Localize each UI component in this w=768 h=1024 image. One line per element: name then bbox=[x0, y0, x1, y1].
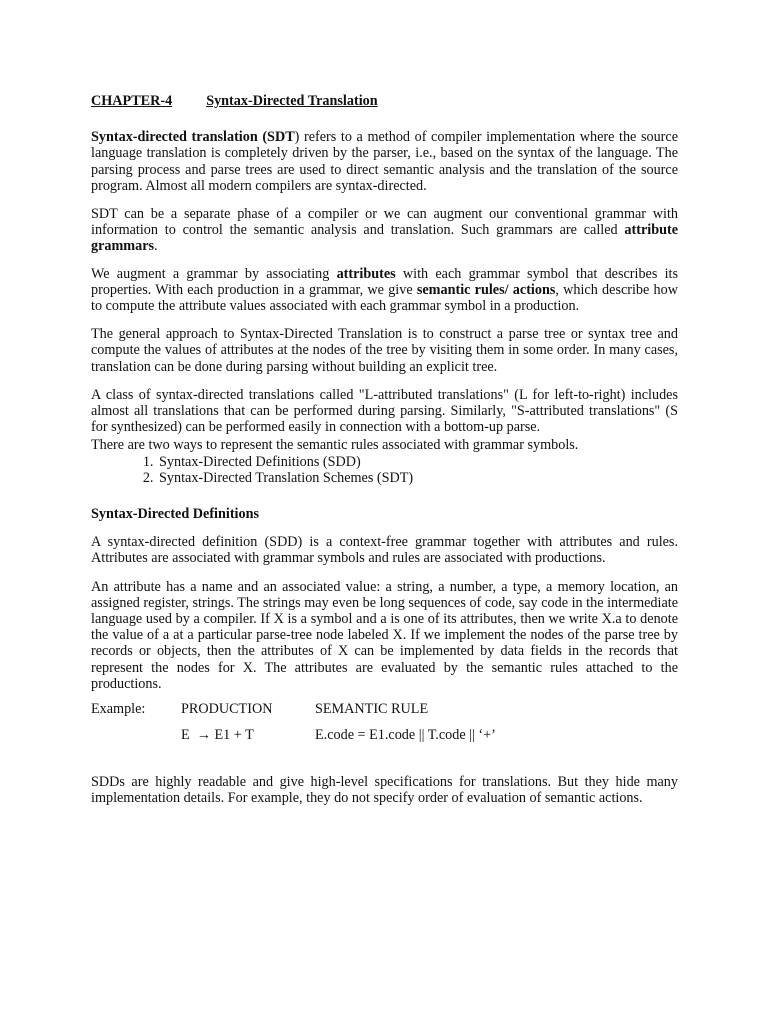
semantic-rules-term: semantic rules/ actions bbox=[416, 281, 556, 298]
paragraph-two-ways: There are two ways to represent the semantic rules associated with grammar symbols. bbox=[91, 437, 579, 454]
example-table bbox=[91, 701, 678, 743]
document-page bbox=[91, 93, 678, 806]
paragraph-text: with each grammar symbol that describes its properties. With each production in a grammar, we give bbox=[91, 265, 678, 298]
paragraph-attribute-description: An attribute has a name and an associated value: a string, a number, a type, a memory location, an assigned register, strings. The strings may even be long sequences of code, say code in the intermediate language used by a compiler. If X is a symbol and a is one of its attributes, then we write X.a to denote the value of a at a particular parse-tree node labeled X. If we implement the nodes of the parse tree by records or objects, then the attributes of X can be implemented by data fields in the records that represent the nodes for X. The attributes are evaluated by the semantic rules attached to the productions. bbox=[91, 578, 678, 692]
attribute-grammars-term: attribute grammars bbox=[91, 222, 678, 255]
semantic-rule-value: E.code = E1.code || T.code || ‘+’ bbox=[315, 727, 496, 744]
paragraph-text: We augment a grammar by associating bbox=[91, 265, 337, 282]
list-item: 1. Syntax-Directed Definitions (SDD) bbox=[157, 454, 678, 470]
paragraph-attribute-grammars bbox=[91, 206, 678, 255]
paragraph-text: . bbox=[154, 238, 158, 255]
semantic-rule-header: SEMANTIC RULE bbox=[315, 701, 429, 718]
sdt-term: Syntax-directed translation (SDT bbox=[91, 129, 295, 146]
empty-cell bbox=[91, 727, 181, 743]
production-header: PRODUCTION bbox=[181, 701, 273, 718]
paragraph-text: SDT can be a separate phase of a compiler or we can augment our conventional grammar with information to control the semantic analysis and translation. Such grammars are called bbox=[91, 206, 678, 239]
list-item: 2. Syntax-Directed Translation Schemes (SDT) bbox=[157, 470, 678, 486]
paragraph-sdd-summary: SDDs are highly readable and give high-level specifications for translations. But they hide many implementation details. For example, they do not specify order of evaluation of semantic actions. bbox=[91, 773, 678, 806]
paragraph-general-approach: The general approach to Syntax-Directed Translation is to construct a parse tree or syntax tree and compute the values of attributes at the nodes of the tree by visiting them in some order. In many cases, translation can be done during parsing without building an explicit tree. bbox=[91, 326, 678, 375]
chapter-number: CHAPTER-4 bbox=[91, 93, 173, 109]
chapter-heading bbox=[91, 93, 678, 109]
paragraph-l-attributed: A class of syntax-directed translations called "L-attributed translations" (L for left-to-right) includes almost all translations that can be performed during parsing. Similarly, "S-attributed translations" (S for synthesized) can be performed easily in connection with a bottom-up parse. bbox=[91, 386, 678, 436]
attributes-term: attributes bbox=[336, 265, 396, 282]
chapter-title: Syntax-Directed Translation bbox=[206, 93, 378, 109]
section-heading: Syntax-Directed Definitions bbox=[91, 506, 260, 523]
example-label: Example: bbox=[91, 701, 146, 718]
paragraph-text: , which describe how to compute the attribute values associated with each grammar symbol in a production. bbox=[91, 281, 678, 315]
representation-list bbox=[91, 454, 678, 486]
production-value: E → E1 + T bbox=[181, 727, 254, 744]
paragraph-attributes bbox=[91, 266, 678, 315]
paragraph-sdd-definition: A syntax-directed definition (SDD) is a context-free grammar together with attributes and rules. Attributes are associated with grammar symbols and rules are associated with productions. bbox=[91, 534, 678, 567]
paragraph-text: ) refers to a method of compiler implementation where the source language translation is completely driven by the parser, i.e., based on the syntax of the language. The parsing process and parse trees are used to direct semantic analysis and the translation of the source program. Almost all modern compilers are syntax-directed. bbox=[91, 129, 678, 194]
paragraph-sdt-definition bbox=[91, 129, 678, 194]
